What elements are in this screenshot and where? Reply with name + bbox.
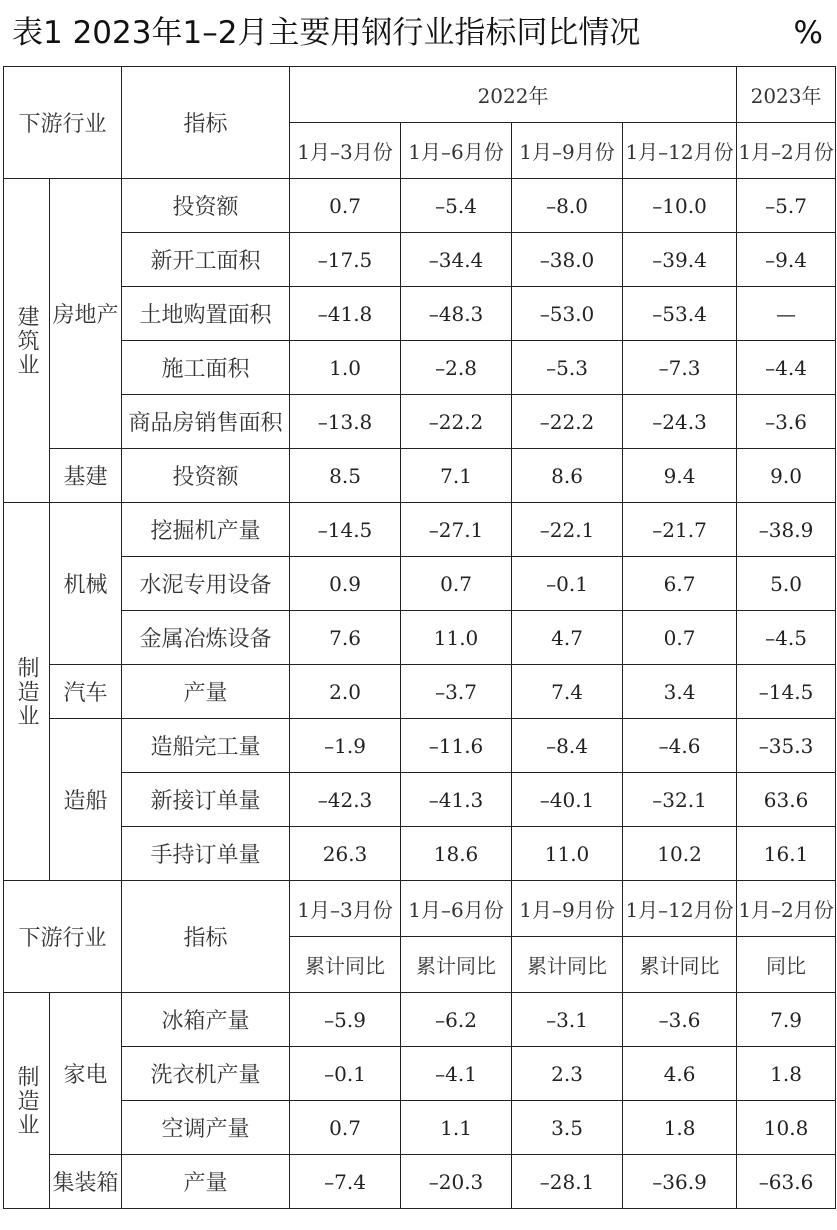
header-period: 1月–12月份 <box>623 123 737 179</box>
value-cell: 3.4 <box>623 665 737 719</box>
value-cell: –28.1 <box>512 1155 623 1209</box>
table-row <box>4 557 836 611</box>
indicator-label: 金属冶炼设备 <box>122 611 290 665</box>
value-cell: –20.3 <box>401 1155 512 1209</box>
indicator-label: 冰箱产量 <box>122 993 290 1047</box>
value-cell: –35.3 <box>737 719 836 773</box>
value-cell: 7.6 <box>290 611 401 665</box>
value-cell: 26.3 <box>290 827 401 881</box>
subgroup-label: 集装箱 <box>50 1155 122 1209</box>
value-cell: –5.7 <box>737 179 836 233</box>
value-cell: –13.8 <box>290 395 401 449</box>
indicator-label: 土地购置面积 <box>122 287 290 341</box>
value-cell: –8.4 <box>512 719 623 773</box>
value-cell: 10.8 <box>737 1101 836 1155</box>
header-subhead: 累计同比 <box>290 937 401 993</box>
subgroup-label: 汽车 <box>50 665 122 719</box>
indicator-label: 空调产量 <box>122 1101 290 1155</box>
value-cell: –36.9 <box>623 1155 737 1209</box>
value-cell: 7.1 <box>401 449 512 503</box>
value-cell: 8.6 <box>512 449 623 503</box>
value-cell: 63.6 <box>737 773 836 827</box>
value-cell: –14.5 <box>737 665 836 719</box>
value-cell: –3.6 <box>737 395 836 449</box>
table-row <box>4 1101 836 1155</box>
indicator-label: 投资额 <box>122 449 290 503</box>
value-cell: 0.7 <box>290 179 401 233</box>
table-row <box>4 341 836 395</box>
indicator-label: 手持订单量 <box>122 827 290 881</box>
steel-industry-table <box>3 66 836 1209</box>
table-row <box>4 827 836 881</box>
value-cell: –0.1 <box>512 557 623 611</box>
value-cell: 1.8 <box>737 1047 836 1101</box>
value-cell: –21.7 <box>623 503 737 557</box>
value-cell: –11.6 <box>401 719 512 773</box>
table-title <box>0 0 837 66</box>
value-cell: –40.1 <box>512 773 623 827</box>
value-cell: –7.4 <box>290 1155 401 1209</box>
value-cell: –3.6 <box>623 993 737 1047</box>
header-period: 1月–2月份 <box>737 123 836 179</box>
value-cell: 18.6 <box>401 827 512 881</box>
table-row <box>4 773 836 827</box>
indicator-label: 产量 <box>122 665 290 719</box>
indicator-label: 挖掘机产量 <box>122 503 290 557</box>
header-period: 1月–3月份 <box>290 123 401 179</box>
value-cell: –32.1 <box>623 773 737 827</box>
subgroup-label: 造船 <box>50 719 122 881</box>
value-cell: 0.7 <box>290 1101 401 1155</box>
indicator-label: 新开工面积 <box>122 233 290 287</box>
value-cell: –7.3 <box>623 341 737 395</box>
value-cell: –27.1 <box>401 503 512 557</box>
header-period-repeat: 1月–6月份 <box>401 881 512 937</box>
value-cell: –22.2 <box>401 395 512 449</box>
value-cell: –41.3 <box>401 773 512 827</box>
table-row <box>4 503 836 557</box>
value-cell: –2.8 <box>401 341 512 395</box>
value-cell: –4.5 <box>737 611 836 665</box>
value-cell: –5.4 <box>401 179 512 233</box>
table-row <box>4 449 836 503</box>
indicator-label: 新接订单量 <box>122 773 290 827</box>
table-row <box>4 1047 836 1101</box>
value-cell: — <box>737 287 836 341</box>
value-cell: 7.9 <box>737 993 836 1047</box>
value-cell: 1.1 <box>401 1101 512 1155</box>
indicator-label: 洗衣机产量 <box>122 1047 290 1101</box>
header-subhead: 累计同比 <box>623 937 737 993</box>
table-row <box>4 611 836 665</box>
header-indicator: 指标 <box>122 67 290 179</box>
value-cell: –22.1 <box>512 503 623 557</box>
value-cell: –48.3 <box>401 287 512 341</box>
value-cell: –38.0 <box>512 233 623 287</box>
subgroup-label: 家电 <box>50 993 122 1155</box>
value-cell: 4.6 <box>623 1047 737 1101</box>
value-cell: –8.0 <box>512 179 623 233</box>
indicator-label: 造船完工量 <box>122 719 290 773</box>
value-cell: 9.0 <box>737 449 836 503</box>
indicator-label: 水泥专用设备 <box>122 557 290 611</box>
value-cell: 6.7 <box>623 557 737 611</box>
header-period: 1月–6月份 <box>401 123 512 179</box>
table-row <box>4 719 836 773</box>
indicator-label: 投资额 <box>122 179 290 233</box>
value-cell: –38.9 <box>737 503 836 557</box>
header-period-repeat: 1月–9月份 <box>512 881 623 937</box>
sector-label: 制造业 <box>4 503 50 881</box>
value-cell: 11.0 <box>512 827 623 881</box>
indicator-label: 施工面积 <box>122 341 290 395</box>
header-year-2022: 2022年 <box>290 67 737 123</box>
value-cell: –17.5 <box>290 233 401 287</box>
value-cell: 0.9 <box>290 557 401 611</box>
header-subhead: 同比 <box>737 937 836 993</box>
value-cell: –39.4 <box>623 233 737 287</box>
value-cell: –4.1 <box>401 1047 512 1101</box>
value-cell: 3.5 <box>512 1101 623 1155</box>
value-cell: –9.4 <box>737 233 836 287</box>
value-cell: –53.4 <box>623 287 737 341</box>
value-cell: 16.1 <box>737 827 836 881</box>
header-subhead: 累计同比 <box>401 937 512 993</box>
value-cell: –22.2 <box>512 395 623 449</box>
value-cell: 11.0 <box>401 611 512 665</box>
header-period-repeat: 1月–2月份 <box>737 881 836 937</box>
table-row <box>4 287 836 341</box>
table-row <box>4 395 836 449</box>
table-row <box>4 1155 836 1209</box>
value-cell: –24.3 <box>623 395 737 449</box>
value-cell: 5.0 <box>737 557 836 611</box>
value-cell: –4.4 <box>737 341 836 395</box>
value-cell: –10.0 <box>623 179 737 233</box>
value-cell: 0.7 <box>401 557 512 611</box>
table-body <box>4 67 836 1209</box>
value-cell: –5.3 <box>512 341 623 395</box>
indicator-label: 商品房销售面积 <box>122 395 290 449</box>
header-year-2023: 2023年 <box>737 67 836 123</box>
table-row <box>4 179 836 233</box>
sector-label: 制造业 <box>4 993 50 1209</box>
table-row <box>4 993 836 1047</box>
value-cell: –5.9 <box>290 993 401 1047</box>
value-cell: –0.1 <box>290 1047 401 1101</box>
value-cell: 2.3 <box>512 1047 623 1101</box>
value-cell: 7.4 <box>512 665 623 719</box>
header-period: 1月–9月份 <box>512 123 623 179</box>
indicator-label: 产量 <box>122 1155 290 1209</box>
value-cell: –63.6 <box>737 1155 836 1209</box>
header-industry-repeat: 下游行业 <box>4 881 122 993</box>
value-cell: –41.8 <box>290 287 401 341</box>
value-cell: –3.7 <box>401 665 512 719</box>
sector-label: 建筑业 <box>4 179 50 503</box>
header-indicator-repeat: 指标 <box>122 881 290 993</box>
header-subhead: 累计同比 <box>512 937 623 993</box>
value-cell: 2.0 <box>290 665 401 719</box>
value-cell: –42.3 <box>290 773 401 827</box>
value-cell: –3.1 <box>512 993 623 1047</box>
table-row <box>4 665 836 719</box>
value-cell: –1.9 <box>290 719 401 773</box>
subgroup-label: 机械 <box>50 503 122 665</box>
value-cell: –14.5 <box>290 503 401 557</box>
value-cell: 0.7 <box>623 611 737 665</box>
value-cell: 1.8 <box>623 1101 737 1155</box>
value-cell: –6.2 <box>401 993 512 1047</box>
value-cell: 10.2 <box>623 827 737 881</box>
title-text: 表1 2023年1–2月主要用钢行业指标同比情况 <box>12 15 641 51</box>
table-row <box>4 233 836 287</box>
value-cell: 9.4 <box>623 449 737 503</box>
value-cell: –53.0 <box>512 287 623 341</box>
header-period-repeat: 1月–3月份 <box>290 881 401 937</box>
subgroup-label: 基建 <box>50 449 122 503</box>
header-period-repeat: 1月–12月份 <box>623 881 737 937</box>
value-cell: –34.4 <box>401 233 512 287</box>
value-cell: –4.6 <box>623 719 737 773</box>
header-industry: 下游行业 <box>4 67 122 179</box>
unit-label: % <box>793 15 823 51</box>
value-cell: 8.5 <box>290 449 401 503</box>
value-cell: 1.0 <box>290 341 401 395</box>
value-cell: 4.7 <box>512 611 623 665</box>
subgroup-label: 房地产 <box>50 179 122 449</box>
